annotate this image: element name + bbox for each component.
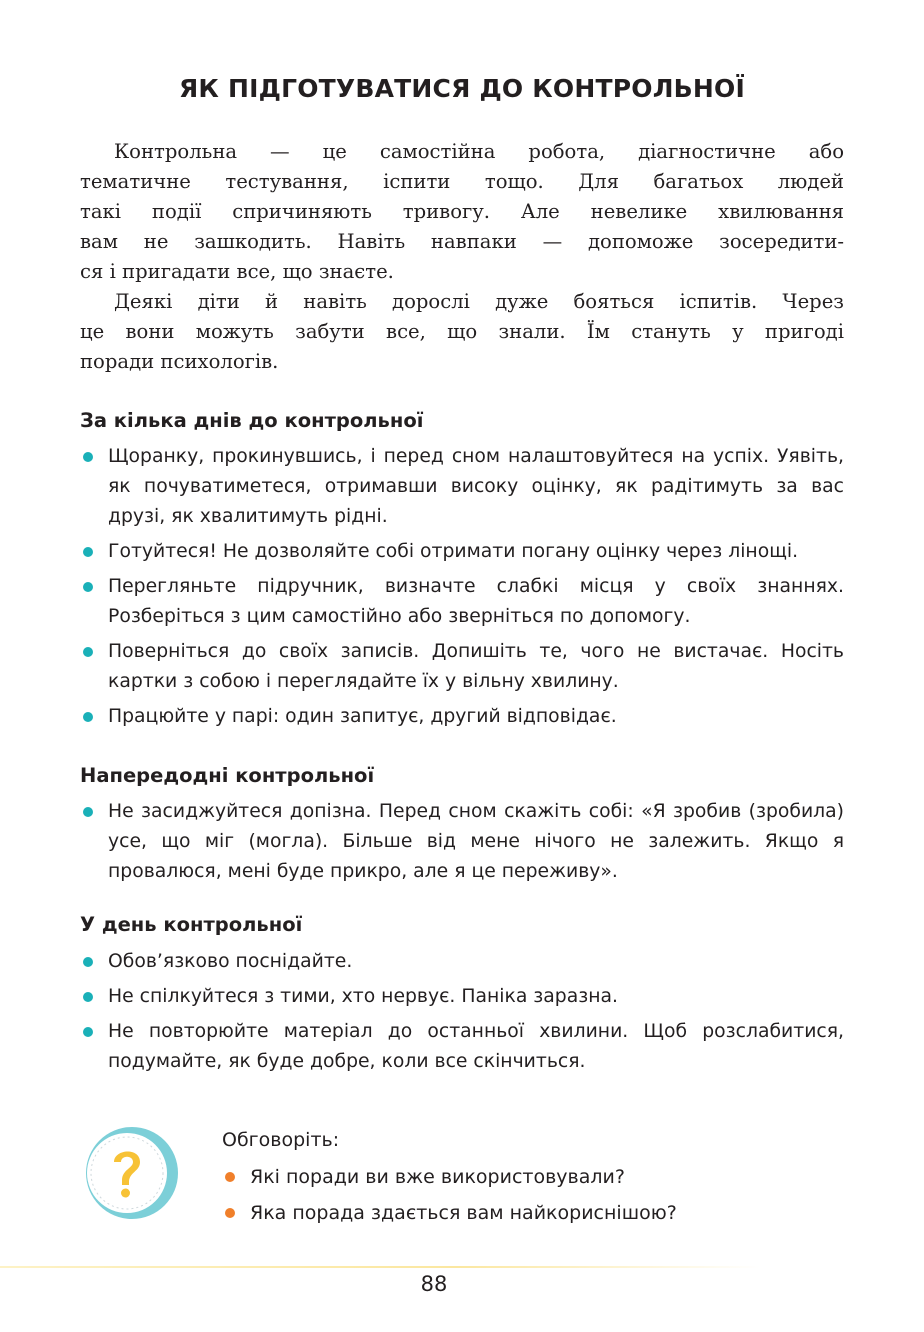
intro-text xyxy=(80,137,844,377)
intro-line: це вони можуть забути все, що знали. Їм стануть у пригоді xyxy=(80,320,844,343)
intro-line: такі події спричиняють тривогу. Але невелике хвилювання xyxy=(80,200,844,223)
bullet-icon xyxy=(83,647,93,657)
section-heading: У день контрольної xyxy=(80,913,303,936)
list-item: Готуйтеся! Не дозволяйте собі отримати погану оцінку через лінощі. xyxy=(80,537,844,567)
page-title: ЯК ПІДГОТУВАТИСЯ ДО КОНТРОЛЬНОЇ xyxy=(178,74,746,103)
section-heading: За кілька днів до контрольної xyxy=(80,409,424,432)
bullet-icon xyxy=(83,957,93,967)
intro-line: Контрольна — це самостійна робота, діагностичне або xyxy=(114,140,844,163)
page-number: 88 xyxy=(420,1272,448,1296)
bullet-icon xyxy=(83,547,93,557)
section-heading: Напередодні контрольної xyxy=(80,764,375,787)
list-item: Не засиджуйтеся допізна. Перед сном скажіть собі: «Я зробив (зробила) усе, що міг (могла). Більше від мене нічого не залежить. Якщо я провалюся, мені буде прикро, але я це переживу». xyxy=(80,797,844,887)
tips-list xyxy=(80,797,844,892)
tips-list xyxy=(80,442,844,737)
tips-list xyxy=(80,947,844,1082)
question-mark-icon xyxy=(84,1125,180,1221)
bullet-icon xyxy=(225,1172,235,1182)
bullet-icon xyxy=(83,712,93,722)
bullet-icon xyxy=(83,807,93,817)
bullet-icon xyxy=(225,1208,235,1218)
bullet-icon xyxy=(83,992,93,1002)
list-item: Поверніться до своїх записів. Допишіть те, чого не вистачає. Носіть картки з собою і переглядайте їх у вільну хвилину. xyxy=(80,637,844,697)
list-item: Яка порада здається вам найкориснішою? xyxy=(222,1198,822,1228)
discuss-list xyxy=(222,1162,822,1234)
intro-line: тематичне тестування, іспити тощо. Для багатьох людей xyxy=(80,170,844,193)
discuss-label: Обговоріть: xyxy=(222,1129,340,1151)
bullet-icon xyxy=(83,1027,93,1037)
intro-line: ся і пригадати все, що знаєте. xyxy=(80,260,394,283)
list-item: Не повторюйте матеріал до останньої хвилини. Щоб розслабитися, подумайте, як буде добре, коли все скінчиться. xyxy=(80,1017,844,1077)
bullet-icon xyxy=(83,452,93,462)
footer-divider xyxy=(0,1266,760,1268)
list-item: Обов’язково поснідайте. xyxy=(80,947,844,977)
list-item: Не спілкуйтеся з тими, хто нервує. Паніка заразна. xyxy=(80,982,844,1012)
list-item: Працюйте у парі: один запитує, другий відповідає. xyxy=(80,702,844,732)
list-item: Щоранку, прокинувшись, і перед сном налаштовуйтеся на успіх. Уявіть, як почуватиметеся, отримавши високу оцінку, як радітимуть за вас друзі, як хвалитимуть рідні. xyxy=(80,442,844,532)
intro-line: вам не зашкодить. Навіть навпаки — допоможе зосередити- xyxy=(80,230,844,253)
list-item: Які поради ви вже використовували? xyxy=(222,1162,822,1192)
list-item: Перегляньте підручник, визначте слабкі місця у своїх знаннях. Розберіться з цим самостійно або зверніться по допомогу. xyxy=(80,572,844,632)
intro-line: поради психологів. xyxy=(80,350,279,373)
bullet-icon xyxy=(83,582,93,592)
intro-line: Деякі діти й навіть дорослі дуже бояться іспитів. Через xyxy=(114,290,844,313)
